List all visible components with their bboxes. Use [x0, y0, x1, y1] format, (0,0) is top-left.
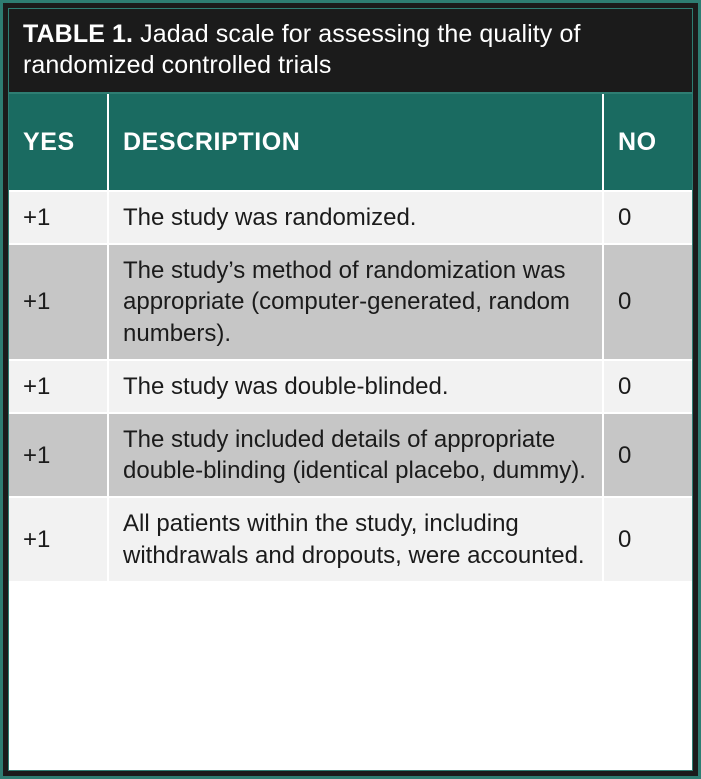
- column-header-yes: YES: [23, 127, 75, 156]
- column-header-no: NO: [618, 127, 657, 156]
- cell-description: [107, 245, 604, 359]
- table-caption-text: Jadad scale for assessing the quality of randomized controlled trials: [23, 20, 581, 79]
- cell-no: 0: [618, 441, 632, 469]
- table-caption: [9, 9, 692, 92]
- cell-no: 0: [618, 288, 632, 316]
- table-grid: [9, 92, 692, 770]
- cell-description-text: All patients within the study, including withdrawals and dropouts, were accounted.: [123, 510, 585, 569]
- cell-no: 0: [618, 525, 632, 553]
- table-row: [9, 496, 692, 580]
- cell-description-text: The study was randomized.: [123, 204, 417, 231]
- cell-description: [107, 192, 604, 243]
- cell-yes: +1: [23, 372, 51, 400]
- cell-yes: +1: [23, 288, 51, 316]
- table-row: [9, 190, 692, 243]
- cell-description: [107, 498, 604, 580]
- cell-description-text: The study included details of appropriate double-blinding (identical placebo, dummy).: [123, 425, 586, 485]
- cell-description-text: The study’s method of randomization was appropriate (computer-generated, random numbers).: [123, 257, 570, 347]
- table-inner: [8, 8, 693, 771]
- cell-no: 0: [618, 204, 632, 231]
- table-row: [9, 412, 692, 496]
- cell-description: [107, 361, 604, 412]
- table-header-row: [9, 94, 692, 190]
- table-row: [9, 359, 692, 412]
- cell-description: [107, 414, 604, 496]
- table-caption-label: TABLE 1.: [23, 20, 134, 48]
- cell-yes: +1: [23, 441, 51, 469]
- table-row: [9, 243, 692, 359]
- cell-description-text: The study was double-blinded.: [123, 372, 449, 400]
- cell-no: 0: [618, 372, 632, 400]
- cell-yes: +1: [23, 204, 51, 231]
- column-header-description: DESCRIPTION: [107, 94, 604, 190]
- cell-yes: +1: [23, 525, 51, 553]
